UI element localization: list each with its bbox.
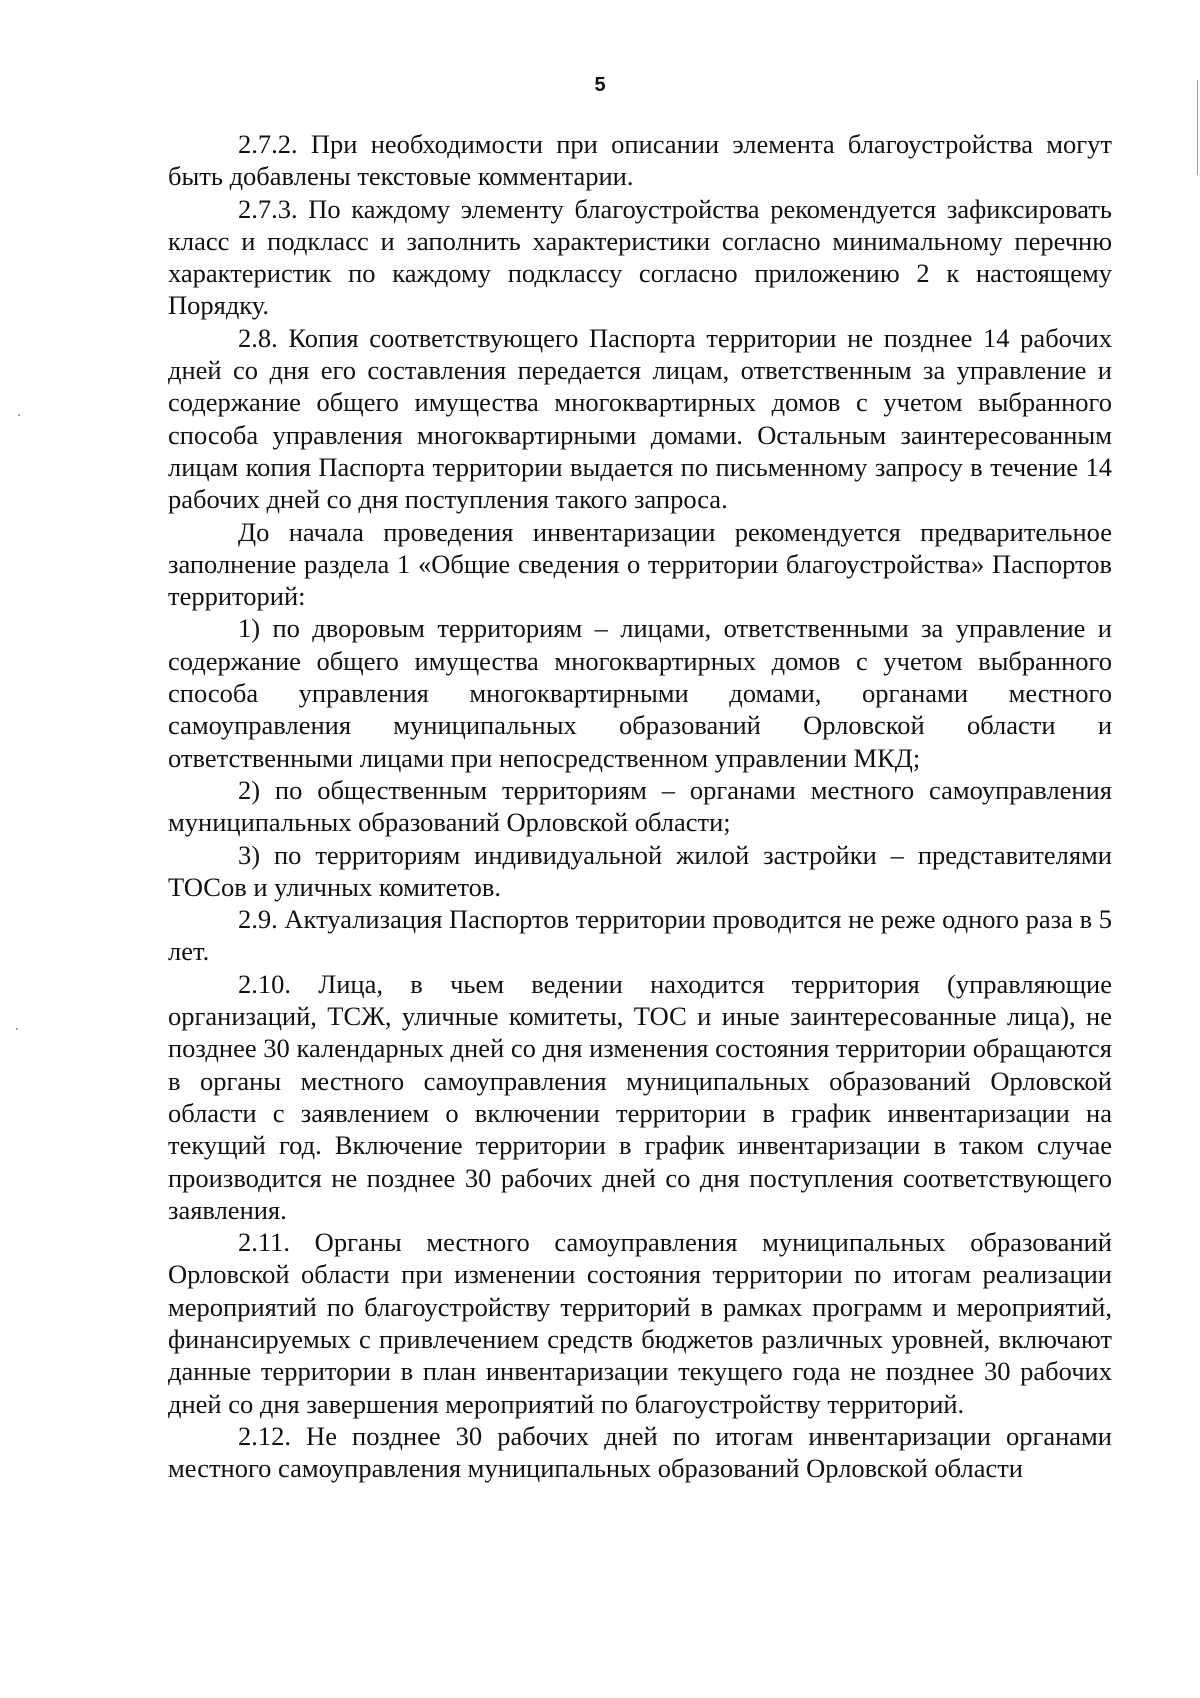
- paragraph-2-7-3: 2.7.3. По каждому элементу благоустройства рекомендуется зафиксировать класс и подкласс и заполнить характеристики согласно минимальному перечню характеристик по каждому подклассу согласно приложению 2 к настоящему Порядку.: [168, 193, 1112, 321]
- document-body: [168, 128, 1112, 1484]
- paragraph-2-8: 2.8. Копия соответствующего Паспорта территории не позднее 14 рабочих дней со дня его составления передается лицам, ответственным за управление и содержание общего имущества многоквартирных домов с учетом выбранного способа управления многоквартирными домами. Остальным заинтересованным лицам копия Паспорта территории выдается по письменному запросу в течение 14 рабочих дней со дня поступления такого запроса.: [168, 322, 1112, 515]
- scan-edge-line: [1197, 80, 1198, 175]
- list-item-3: 3) по территориям индивидуальной жилой застройки – представителями ТОСов и уличных комитетов.: [168, 839, 1112, 902]
- paragraph-2-11: 2.11. Органы местного самоуправления муниципальных образований Орловской области при изменении состояния территории по итогам реализации мероприятий по благоустройству территорий в рамках программ и мероприятий, финансируемых с привлечением средств бюджетов различных уровней, включают данные территории в план инвентаризации текущего года не позднее 30 рабочих дней со дня завершения мероприятий по благоустройству территорий.: [168, 1227, 1112, 1419]
- paragraph-2-7-2: 2.7.2. При необходимости при описании элемента благоустройства могут быть добавлены текстовые комментарии.: [168, 129, 1112, 192]
- paragraph-2-9: 2.9. Актуализация Паспортов территории проводится не реже одного раза в 5 лет.: [168, 904, 1112, 967]
- paragraph-2-12: 2.12. Не позднее 30 рабочих дней по итогам инвентаризации органами местного самоуправления муниципальных образований Орловской области: [168, 1420, 1112, 1484]
- scan-speck: [18, 414, 20, 416]
- page-number: 5: [594, 74, 606, 96]
- list-item-1: 1) по дворовым территориям – лицами, ответственными за управление и содержание общего имущества многоквартирных домов с учетом выбранного способа управления многоквартирными домами, органами местного самоуправления муниципальных образований Орловской области и ответственными лицами при непосредственном управлении МКД;: [168, 613, 1112, 773]
- scan-speck: [16, 1028, 18, 1030]
- list-item-2: 2) по общественным территориям – органами местного самоуправления муниципальных образований Орловской области;: [168, 774, 1112, 838]
- paragraph-2-10: 2.10. Лица, в чьем ведении находится территория (управляющие организаций, ТСЖ, уличные комитеты, ТОС и иные заинтересованные лица), не позднее 30 календарных дней со дня изменения состояния территории обращаются в органы местного самоуправления муниципальных образований Орловской области с заявлением о включении территории в график инвентаризации на текущий год. Включение территории в график инвентаризации в таком случае производится не позднее 30 рабочих дней со дня поступления соответствующего заявления.: [168, 968, 1112, 1225]
- paragraph-pre-inventory: До начала проведения инвентаризации рекомендуется предварительное заполнение раздела 1 «Общие сведения о территории благоустройства» Паспортов территорий:: [168, 516, 1112, 612]
